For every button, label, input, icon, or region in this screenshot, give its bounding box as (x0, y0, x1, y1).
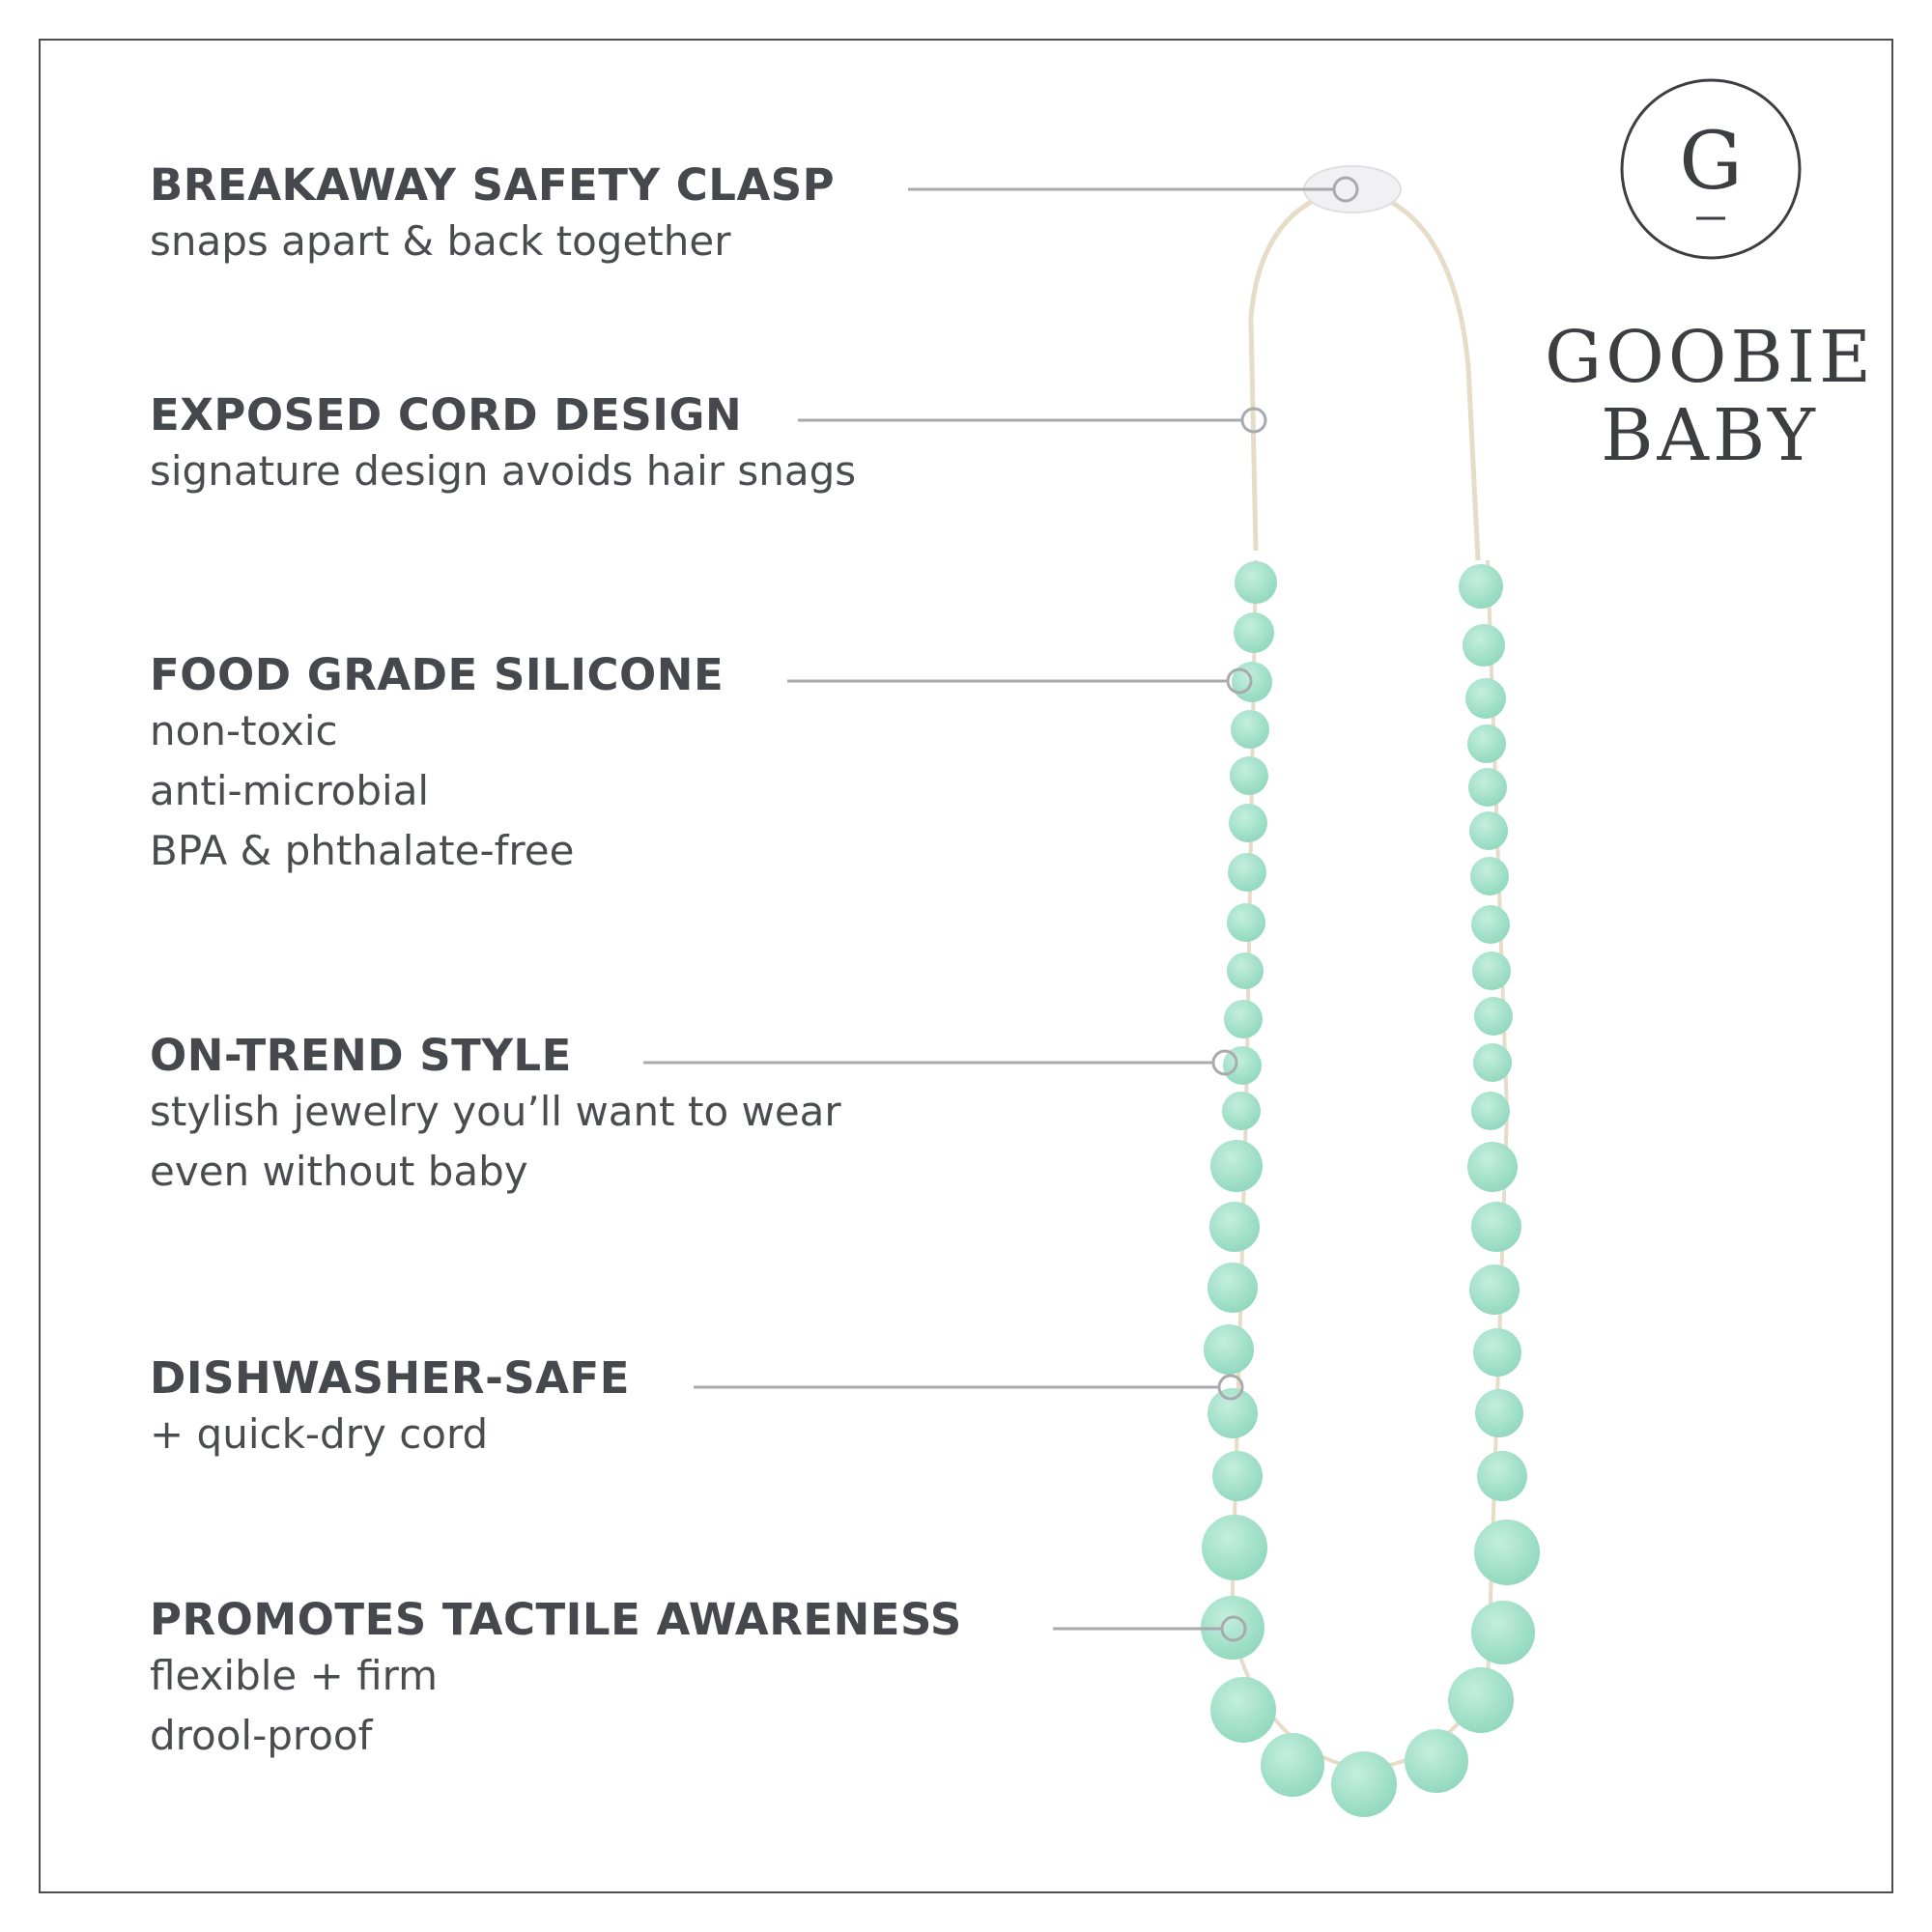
bead (1230, 756, 1268, 795)
bead (1210, 1677, 1276, 1743)
bead (1471, 1202, 1521, 1252)
feature-description: flexible + firm (150, 1652, 439, 1699)
logo-monogram: G (1679, 116, 1743, 208)
feature-description: even without baby (150, 1148, 528, 1195)
bead (1473, 1328, 1521, 1377)
bead (1209, 1202, 1260, 1252)
bead (1468, 768, 1507, 807)
bead (1224, 1000, 1263, 1038)
bead (1448, 1667, 1514, 1733)
feature-title: FOOD GRADE SILICONE (150, 649, 724, 700)
bead (1222, 1092, 1261, 1130)
bead (1463, 624, 1505, 667)
callout-clasp (908, 178, 1357, 201)
bead (1235, 561, 1277, 604)
brand-logo-mark (1622, 80, 1800, 258)
callout-dishwasher (694, 1376, 1242, 1399)
bead (1228, 853, 1266, 892)
bead (1204, 1324, 1254, 1375)
bead (1469, 811, 1508, 850)
brand-name-line2: BABY (1601, 394, 1819, 477)
bead (1405, 1729, 1468, 1793)
feature-description: signature design avoids hair snags (150, 447, 857, 495)
feature-on-trend-style (150, 1030, 841, 1202)
bead (1467, 724, 1506, 763)
bead (1210, 1140, 1263, 1192)
bead (1234, 612, 1274, 653)
feature-tactile-awareness (150, 1594, 962, 1766)
feature-description: + quick-dry cord (150, 1410, 489, 1458)
feature-description: stylish jewelry you’ll want to wear (150, 1088, 841, 1135)
feature-food-grade-silicone (150, 649, 724, 881)
brand-name-line1: GOOBIE (1544, 316, 1876, 399)
callout-silicone (787, 669, 1251, 693)
feature-title: ON-TREND STYLE (150, 1030, 572, 1081)
feature-title: PROMOTES TACTILE AWARENESS (150, 1594, 962, 1645)
feature-title: EXPOSED CORD DESIGN (150, 389, 743, 440)
feature-exposed-cord (150, 389, 856, 501)
bead (1473, 1043, 1512, 1082)
bead (1202, 1515, 1267, 1580)
bead (1227, 952, 1264, 989)
bead (1471, 905, 1510, 944)
bead (1474, 1520, 1540, 1585)
feature-description: anti-microbial (150, 767, 430, 814)
bead (1208, 1263, 1258, 1313)
feature-description: snaps apart & back together (150, 217, 731, 265)
bead (1467, 1142, 1518, 1192)
bead (1475, 1389, 1523, 1437)
bead (1459, 564, 1503, 609)
bead (1469, 1264, 1520, 1315)
bead (1261, 1733, 1324, 1797)
feature-dishwasher-safe (150, 1352, 630, 1464)
bead (1472, 952, 1511, 990)
feature-title: DISHWASHER-SAFE (150, 1352, 630, 1404)
bead (1331, 1751, 1397, 1817)
feature-title: BREAKAWAY SAFETY CLASP (150, 159, 836, 211)
feature-description: BPA & phthalate-free (150, 827, 575, 874)
feature-breakaway-clasp (150, 159, 835, 271)
callout-cord (798, 409, 1265, 432)
bead (1474, 997, 1513, 1036)
bead (1229, 804, 1267, 842)
bead (1471, 1092, 1510, 1130)
bead (1231, 710, 1269, 749)
bead (1470, 857, 1509, 895)
necklace-cord (1232, 193, 1507, 1768)
feature-description: drool-proof (150, 1712, 373, 1759)
bead (1208, 1388, 1258, 1438)
bead (1212, 1451, 1263, 1501)
bead (1477, 1451, 1527, 1501)
bead (1227, 903, 1265, 942)
feature-description: non-toxic (150, 707, 338, 754)
bead (1471, 1601, 1535, 1664)
bead (1465, 678, 1506, 719)
